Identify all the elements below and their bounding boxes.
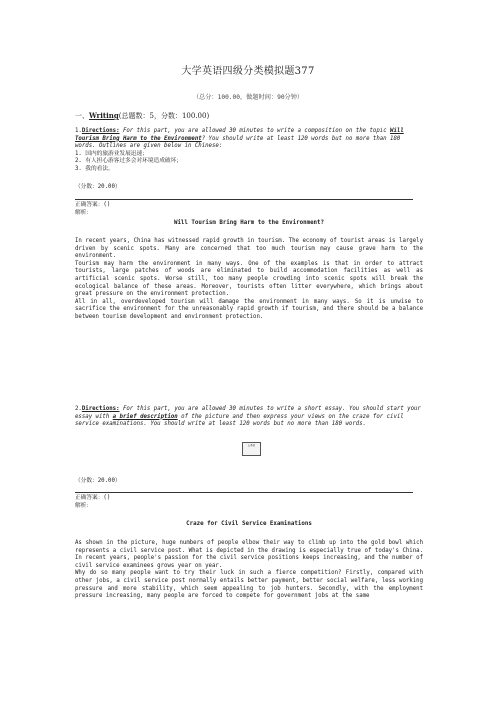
essay-title: Will Tourism Bring Harm to the Environment? — [173, 220, 325, 226]
picture-caption: 公务员 — [247, 444, 256, 447]
essay-title: Craze for Civil Service Examinations — [186, 521, 312, 527]
essay-paragraph: All in all, overdeveloped tourism will damage the environment in many ways. So it is unwise to sacrifice the environment for the unreasonably rapid growth if tourism, and there should be a balance between tourism development and environment protection. — [75, 298, 423, 320]
cartoon-picture — [242, 442, 261, 456]
essay-paragraph: Tourism may harm the environment in many ways. One of the examples is that in order to attract tourists, large patches of woods are eliminated to build accommodation facilities as well as artificial scenic spots. Worse still, too many people crowding into scenic spots will break the ecological balance of these areas. Moreover, tourists often litter everywhere, which brings about great pressure on the environment protection. — [75, 260, 423, 298]
section-rest: (总题数：5，分数：100.00) — [118, 112, 210, 120]
divider — [75, 492, 413, 493]
prompt-topic: Will Tourism Bring Harm to the Environment — [75, 128, 404, 142]
essay-body — [75, 238, 423, 322]
section-prefix: 一、 — [75, 112, 89, 120]
essay-body — [75, 540, 423, 601]
directions-label: Directions: — [81, 406, 120, 412]
question-1 — [75, 128, 423, 174]
answer-label: 正确答案：() — [75, 202, 111, 208]
analysis-label: 解析： — [75, 503, 93, 509]
question-number: 2. — [75, 406, 82, 412]
question-2-prompt — [75, 406, 423, 429]
essay-paragraph: In recent years, China has witnessed rapid growth in tourism. The economy of tourist areas is largely driven by scenic spots. Many are concerned that too much tourism may cause grave harm to the environment. — [75, 238, 423, 260]
page-title: 大学英语四级分类模拟题377 — [181, 66, 315, 77]
prompt-text: For this part, you are allowed 30 minutes to write a composition on the topic — [119, 128, 391, 134]
prompt-text: ? You should write at least 120 words but no more than 180 words. Outlines are given below in Chinese: — [75, 135, 401, 150]
question-2-score: （分数：20.00） — [75, 478, 121, 484]
prompt-text: of the picture and then express your views on the craze for civil service examinations. You should write at least 120 words but no more than 180 words. — [75, 413, 404, 428]
essay-paragraph: Why do so many people want to try their luck in such a fierce competition? Firstly, compared with other jobs, a civil service post normally entails better payment, better social welfare, less working pressure and more stability, which seem appealing to job hunters. Secondly, with the employment pressure increasing, many people are forced to compete for government jobs at the same — [75, 570, 423, 600]
section-heading — [75, 112, 423, 121]
analysis-label: 解析： — [75, 210, 93, 216]
question-number: 1. — [75, 128, 82, 134]
question-1-score: （分数：20.00） — [75, 184, 121, 190]
answer-label: 正确答案：() — [75, 495, 111, 501]
essay-paragraph: As shown in the picture, huge numbers of people elbow their way to climb up into the gold bowl which represents a civil service post. What is depicted in the drawing is especially true of today's China. In recent years, people's passion for the civil service positions keeps increasing, and the number of civil service examinees grows year on year. — [75, 540, 423, 569]
question-1-prompt — [75, 128, 423, 151]
outline-item: 1. 国内的旅游业发展迅速； — [75, 150, 148, 157]
directions-label: Directions: — [81, 128, 120, 134]
section-name: Writing — [89, 111, 119, 120]
prompt-text: For this part, you are allowed 30 minutes to write a short essay. You should start your essay with — [75, 406, 421, 420]
question-2 — [75, 406, 423, 429]
divider — [75, 199, 413, 200]
outline-item: 3. 我的看法。 — [75, 165, 114, 172]
prompt-emphasis: a brief description — [112, 413, 178, 420]
outline-item: 2. 有人担心游客过多会对环境造成破坏； — [75, 158, 182, 165]
exam-meta: （总分：100.00，做题时间：90分钟） — [192, 94, 304, 101]
